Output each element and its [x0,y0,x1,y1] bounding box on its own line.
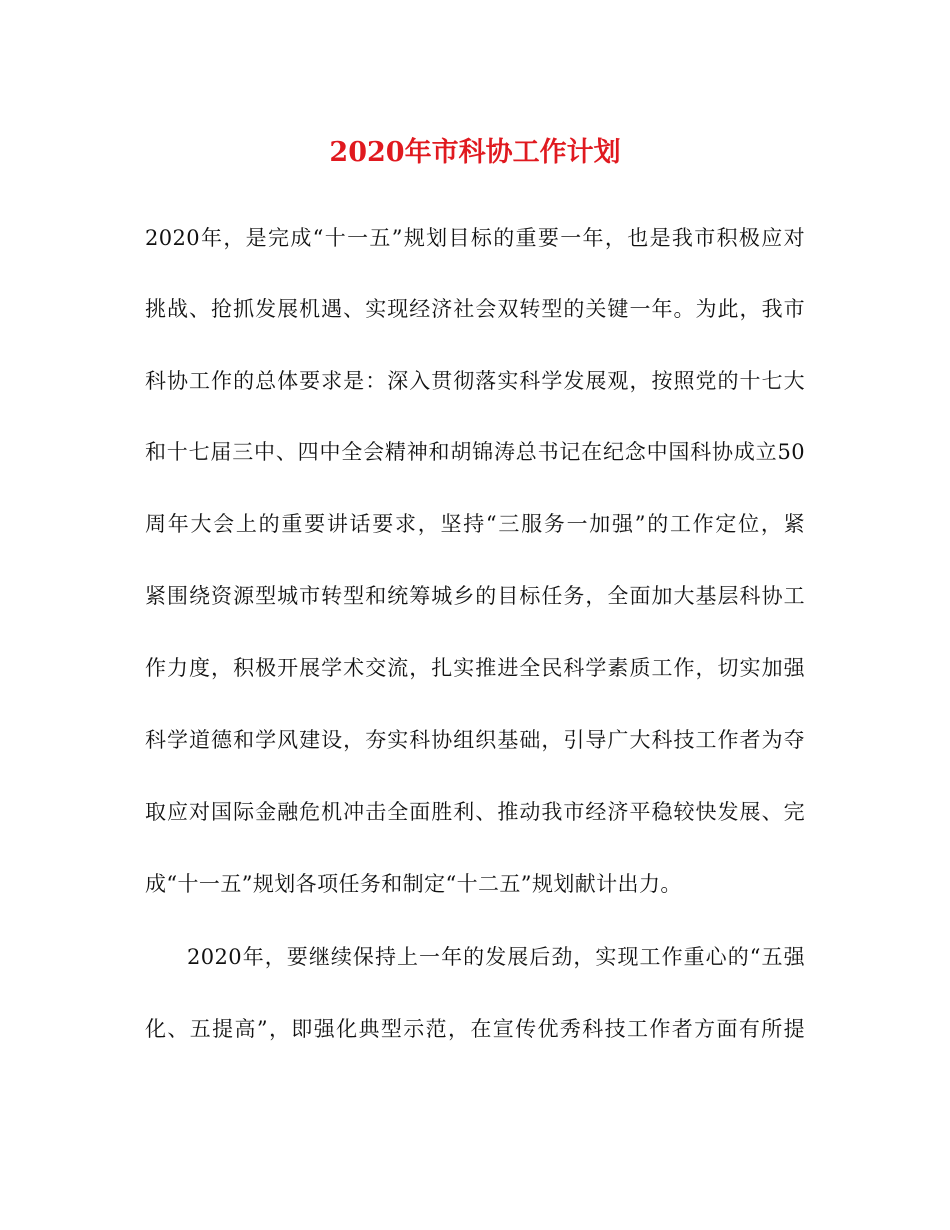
paragraph-2-line-2: 化、五提高”，即强化典型示范，在宣传优秀科技工作者方面有所提 [145,1017,805,1041]
paragraph-1-line-2: 挑战、抢抓发展机遇、实现经济社会双转型的关键一年。为此，我市 [145,297,805,321]
paragraph-1-line-4: 和十七届三中、四中全会精神和胡锦涛总书记在纪念中国科协成立50 [145,440,805,464]
document-title: 2020年市科协工作计划 [329,137,621,168]
paragraph-2-line-1: 2020年，要继续保持上一年的发展后劲，实现工作重心的“五强 [187,945,805,969]
paragraph-1-line-9: 取应对国际金融危机冲击全面胜利、推动我市经济平稳较快发展、完 [145,800,805,824]
paragraph-1-line-6: 紧围绕资源型城市转型和统筹城乡的目标任务，全面加大基层科协工 [145,584,805,608]
paragraph-1-line-5: 周年大会上的重要讲话要求，坚持“三服务一加强”的工作定位，紧 [145,512,805,536]
paragraph-1-line-7: 作力度，积极开展学术交流，扎实推进全民科学素质工作，切实加强 [145,656,805,680]
paragraph-1-line-3: 科协工作的总体要求是：深入贯彻落实科学发展观，按照党的十七大 [145,369,805,393]
paragraph-1-line-10: 成“十一五”规划各项任务和制定“十二五”规划献计出力。 [145,872,682,896]
paragraph-1-line-1: 2020年，是完成“十一五”规划目标的重要一年，也是我市积极应对 [145,226,805,250]
paragraph-1-line-8: 科学道德和学风建设，夯实科协组织基础，引导广大科技工作者为夺 [145,728,805,752]
